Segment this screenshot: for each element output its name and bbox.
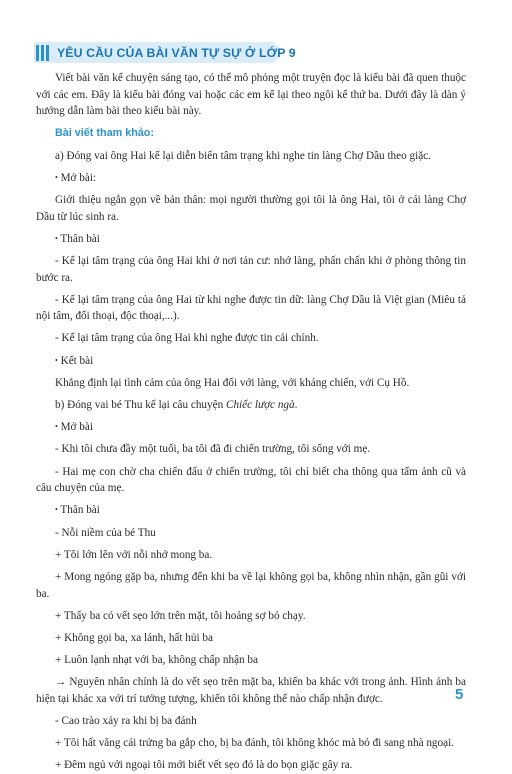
reference-heading: Bài viết tham khảo: (55, 127, 154, 140)
list-item: - Kể lại tâm trạng của ông Hai khi nghe được tin cải chính. (55, 332, 319, 345)
b-mo-bai-label: Mở bài (60, 421, 93, 434)
a-than-bai-label: Thân bài (60, 232, 100, 245)
list-item: + Mong ngóng gặp ba, nhưng đến khi ba về lại không gọi ba, không nhìn nhận, gần gũi với ba. (36, 570, 466, 600)
list-item (36, 419, 466, 436)
list-item: → Nguyên nhân chính là do vết sẹo trên mặt ba, khiến ba khác với trong ảnh. Hình ảnh ba hiện tại khác xa với trí tưởng tượng, khiến tôi không thể nào chấp nhận được. (36, 676, 466, 705)
list-item: - Nỗi niềm của bé Thu (55, 526, 156, 539)
intro-paragraph: Viết bài văn kể chuyện sáng tạo, có thể mô phỏng một truyện đọc là kiểu bài đã quen thuộc với các em. Đây là kiểu bài đóng vai hoặc các em kể lại theo ngôi kể thứ ba. Dưới đây là dàn ý hướng dẫn làm bài theo kiểu bài này. (36, 72, 466, 118)
part-b-suffix: . (294, 399, 298, 412)
a-mo-bai-text: Giới thiệu ngắn gọn về bản thân: mọi người thường gọi tôi là ông Hai, tôi ở cái làng Chợ Dầu từ lúc sinh ra. (36, 193, 466, 223)
bullet-icon: • (55, 505, 58, 515)
part-a-title: a) Đóng vai ông Hai kể lại diễn biến tâm trạng khi nghe tin làng Chợ Dầu theo giặc. (55, 149, 431, 162)
story-title: Chiếc lược ngà (225, 399, 295, 412)
list-item: - Hai mẹ con chờ cha chiến đấu ở chiến trường, tôi chỉ biết cha thông qua tấm ảnh cũ và câu chuyện của mẹ. (36, 465, 466, 495)
list-item: - Kể lại tâm trạng của ông Hai từ khi nghe được tin dữ: làng Chợ Dầu là Việt gian (Miêu tả nội tâm, đối thoại, độc thoại,...). (36, 293, 466, 323)
list-item (36, 170, 466, 187)
section-title: YÊU CẦU CỦA BÀI VĂN TỰ SỰ Ở LỚP 9 (57, 45, 296, 60)
part-b-prefix: b) Đóng vai bé Thu kể lại câu chuyện (55, 399, 226, 412)
list-item (36, 353, 466, 370)
list-item: - Cao trào xảy ra khi bị ba đánh (55, 715, 197, 728)
part-b-title (36, 397, 466, 414)
list-item: + Không gọi ba, xa lánh, hất hủi ba (55, 631, 213, 644)
a-ket-bai-label: Kết bài (60, 354, 94, 367)
body-text (36, 70, 466, 774)
list-item: + Đêm ngủ với ngoại tôi mới biết vết sẹo đó là do bọn giặc gây ra. (55, 759, 353, 772)
list-item: + Thấy ba có vết sẹo lớn trên mặt, tôi hoảng sợ bỏ chạy. (55, 609, 306, 622)
list-item: + Tôi hất văng cái trứng ba gắp cho, bị ba đánh, tôi không khóc mà bỏ đi sang nhà ngoại. (55, 737, 454, 750)
list-item: + Luôn lạnh nhạt với ba, không chấp nhận ba (55, 654, 258, 667)
bullet-icon: • (55, 422, 58, 432)
page-number: 5 (455, 686, 464, 703)
list-item: + Tôi lớn lên với nỗi nhớ mong ba. (55, 548, 213, 561)
section-banner (34, 42, 296, 63)
bullet-icon: • (55, 233, 58, 243)
list-item: - Khi tôi chưa đầy một tuổi, ba tôi đã đi chiến trường, tôi sống với mẹ. (55, 443, 371, 456)
list-item (36, 502, 466, 519)
list-item: - Kể lại tâm trạng của ông Hai khi ở nơi tản cư: nhớ làng, phấn chấn khi ở phòng thông tin bước ra. (36, 254, 466, 284)
a-ket-bai-text: Khẳng định lại tình cảm của ông Hai đối với làng, với kháng chiến, với Cụ Hồ. (55, 376, 410, 389)
b-than-bai-label: Thân bài (60, 504, 100, 517)
bullet-icon: • (55, 355, 58, 365)
list-item (36, 231, 466, 248)
banner-bars-icon (36, 45, 49, 61)
bullet-icon: • (55, 172, 58, 182)
a-mo-bai-label: Mở bài: (60, 171, 97, 184)
